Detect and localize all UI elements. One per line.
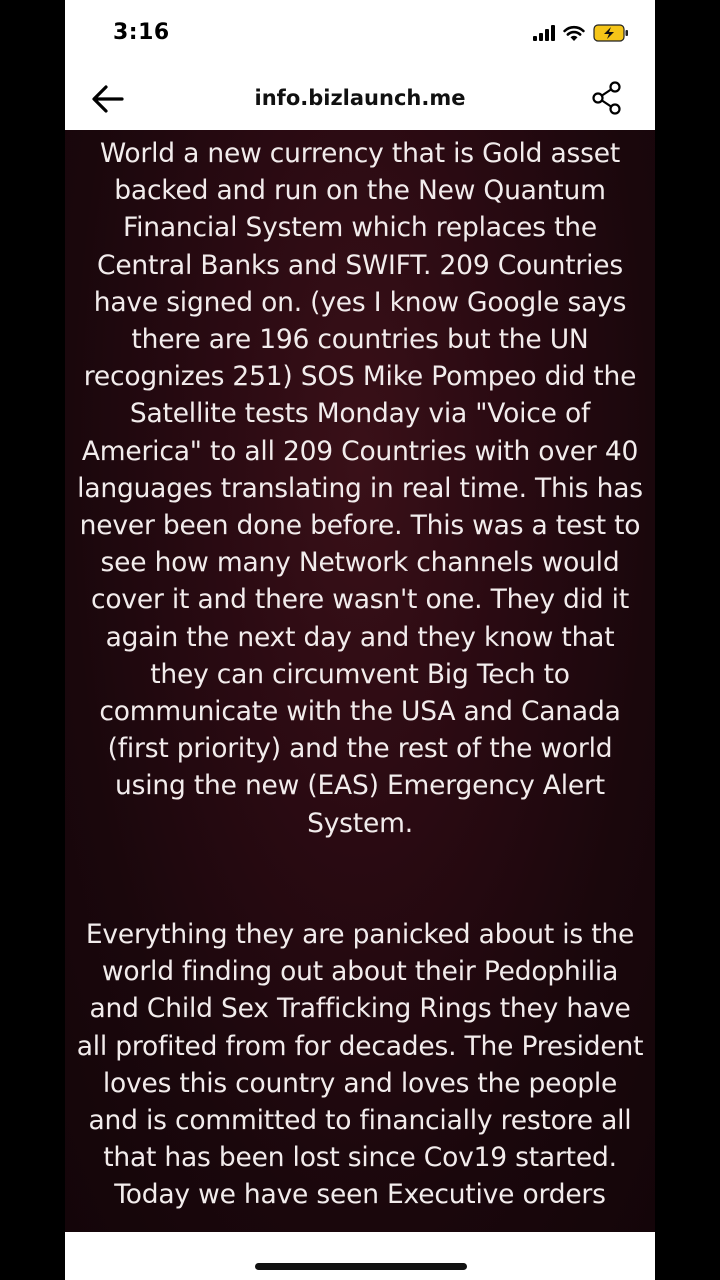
article-content bbox=[65, 130, 655, 1232]
share-icon bbox=[591, 80, 623, 116]
battery-charging-icon bbox=[593, 24, 629, 42]
share-button[interactable] bbox=[591, 80, 623, 116]
signal-icon bbox=[533, 25, 555, 41]
home-indicator-area bbox=[65, 1232, 655, 1280]
status-icons bbox=[533, 24, 629, 42]
wifi-icon bbox=[563, 25, 585, 42]
article-paragraph: World a new currency that is Gold asset backed and run on the New Quantum Financial System which replaces the Central Banks and SWIFT. 209 Countries have signed on. (yes I know Google says there are 196 countries but the UN recognizes 251) SOS Mike Pompeo did the Satellite tests Monday via "Voice of America" to all 209 Countries with over 40 languages translating in real time. This has never been done before. This was a test to see how many Network channels would cover it and there wasn't one. They did it again the next day and they know that they can circumvent Big Tech to communicate with the USA and Canada (first priority) and the rest of the world using the new (EAS) Emergency Alert System. bbox=[77, 138, 643, 839]
status-time: 3:16 bbox=[113, 20, 170, 45]
article-paragraph: Everything they are panicked about is the world finding out about their Pedophilia and Child Sex Trafficking Rings they have all profited from for decades. The President loves this country and loves the people and is committed to financially restore all that has been lost since Cov19 started. Today we have seen Executive orders bbox=[76, 919, 644, 1211]
browser-nav-bar bbox=[65, 68, 655, 130]
page-url: info.bizlaunch.me bbox=[254, 86, 466, 110]
status-bar bbox=[65, 0, 655, 68]
phone-screen bbox=[65, 0, 655, 1280]
home-indicator[interactable] bbox=[255, 1263, 467, 1270]
